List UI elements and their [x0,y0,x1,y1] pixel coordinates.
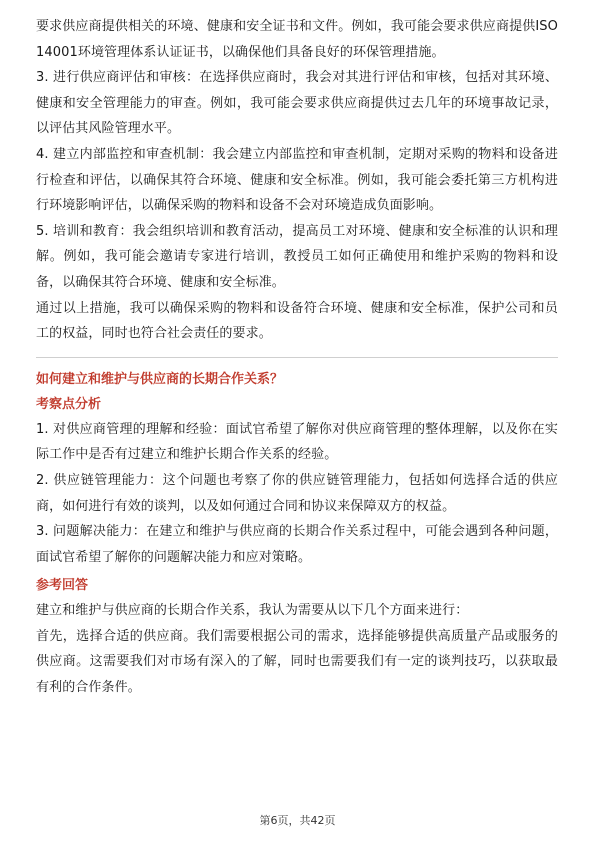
analysis-item: 3. 问题解决能力：在建立和维护与供应商的长期合作关系过程中，可能会遇到各种问题，面试官希望了解你的问题解决能力和应对策略。 [36,524,558,565]
analysis-heading: 考察点分析 [36,396,102,412]
list-item: 4. 建立内部监控和审查机制：我会建立内部监控和审查机制，定期对采购的物料和设备进行检查和评估，以确保其符合环境、健康和安全标准。例如，我可能会委托第三方机构进行环境影响评估，以确保采购的物料和设备不会对环境造成负面影响。 [36,146,558,214]
answer-paragraph: 建立和维护与供应商的长期合作关系，我认为需要从以下几个方面来进行： [36,603,469,619]
paragraph: 要求供应商提供相关的环境、健康和安全证书和文件。例如，我可能会要求供应商提供ISO 14001环境管理体系认证证书，以确保他们具备良好的环保管理措施。 [36,19,558,60]
page-content [36,14,558,701]
analysis-item: 1. 对供应商管理的理解和经验：面试官希望了解你对供应商管理的整体理解，以及你在实际工作中是否有过建立和维护长期合作关系的经验。 [36,421,558,463]
answer-paragraph: 首先，选择合适的供应商。我们需要根据公司的需求，选择能够提供高质量产品或服务的供应商。这需要我们对市场有深入的了解，同时也需要我们有一定的谈判技巧，以获取最有利的合作条件。 [36,628,558,696]
section-divider [36,357,558,358]
analysis-item: 2. 供应链管理能力：这个问题也考察了你的供应链管理能力，包括如何选择合适的供应商，如何进行有效的谈判，以及如何通过合同和协议来保障双方的权益。 [36,472,558,514]
list-item: 5. 培训和教育：我会组织培训和教育活动，提高员工对环境、健康和安全标准的认识和理解。例如，我可能会邀请专家进行培训，教授员工如何正确使用和维护采购的物料和设备，以确保其符合环境、健康和安全标准。 [36,223,558,290]
paragraph: 通过以上措施，我可以确保采购的物料和设备符合环境、健康和安全标准，保护公司和员工的权益，同时也符合社会责任的要求。 [36,300,558,342]
page-number: 第6页，共42页 [259,814,336,827]
question-heading: 如何建立和维护与供应商的长期合作关系？ [36,371,284,387]
list-item: 3. 进行供应商评估和审核：在选择供应商时，我会对其进行评估和审核，包括对其环境、健康和安全管理能力的审查。例如，我可能会要求供应商提供过去几年的环境事故记录，以评估其风险管理水平。 [36,70,558,137]
answer-heading: 参考回答 [36,578,89,594]
